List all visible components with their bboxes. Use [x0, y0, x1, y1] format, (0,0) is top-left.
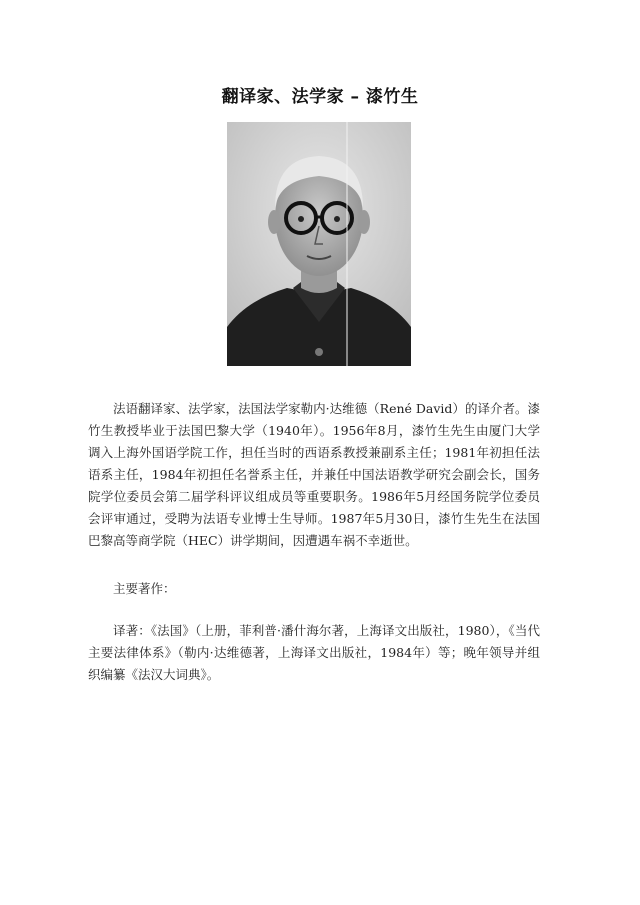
biography-paragraph: 法语翻译家、法学家，法国法学家勒内·达维德（René David）的译介者。漆竹生教授毕业于法国巴黎大学（1940年）。1956年8月，漆竹生先生由厦门大学调入上海外国语学院工作，担任当时的西语系教授兼副系主任；1981年初担任法语系主任，1984年初担任名誉系主任，并兼任中国法语教学研究会副会长，国务院学位委员会第二届学科评议组成员等重要职务。1986年5月经国务院学位委员会评审通过，受聘为法语专业博士生导师。1987年5月30日，漆竹生先生在法国巴黎高等商学院（HEC）讲学期间，因遭遇车祸不幸逝世。 — [88, 401, 540, 548]
document-title: 翻译家、法学家 – 漆竹生 — [221, 87, 419, 107]
works-paragraph: 译著：《法国》（上册，菲利普·潘什海尔著，上海译文出版社，1980），《当代主要法律体系》（勒内·达维德著，上海译文出版社，1984年）等；晚年领导并组织编纂《法汉大词典》。 — [88, 623, 540, 682]
works-heading: 主要著作： — [113, 581, 176, 596]
portrait-photo — [227, 122, 411, 366]
